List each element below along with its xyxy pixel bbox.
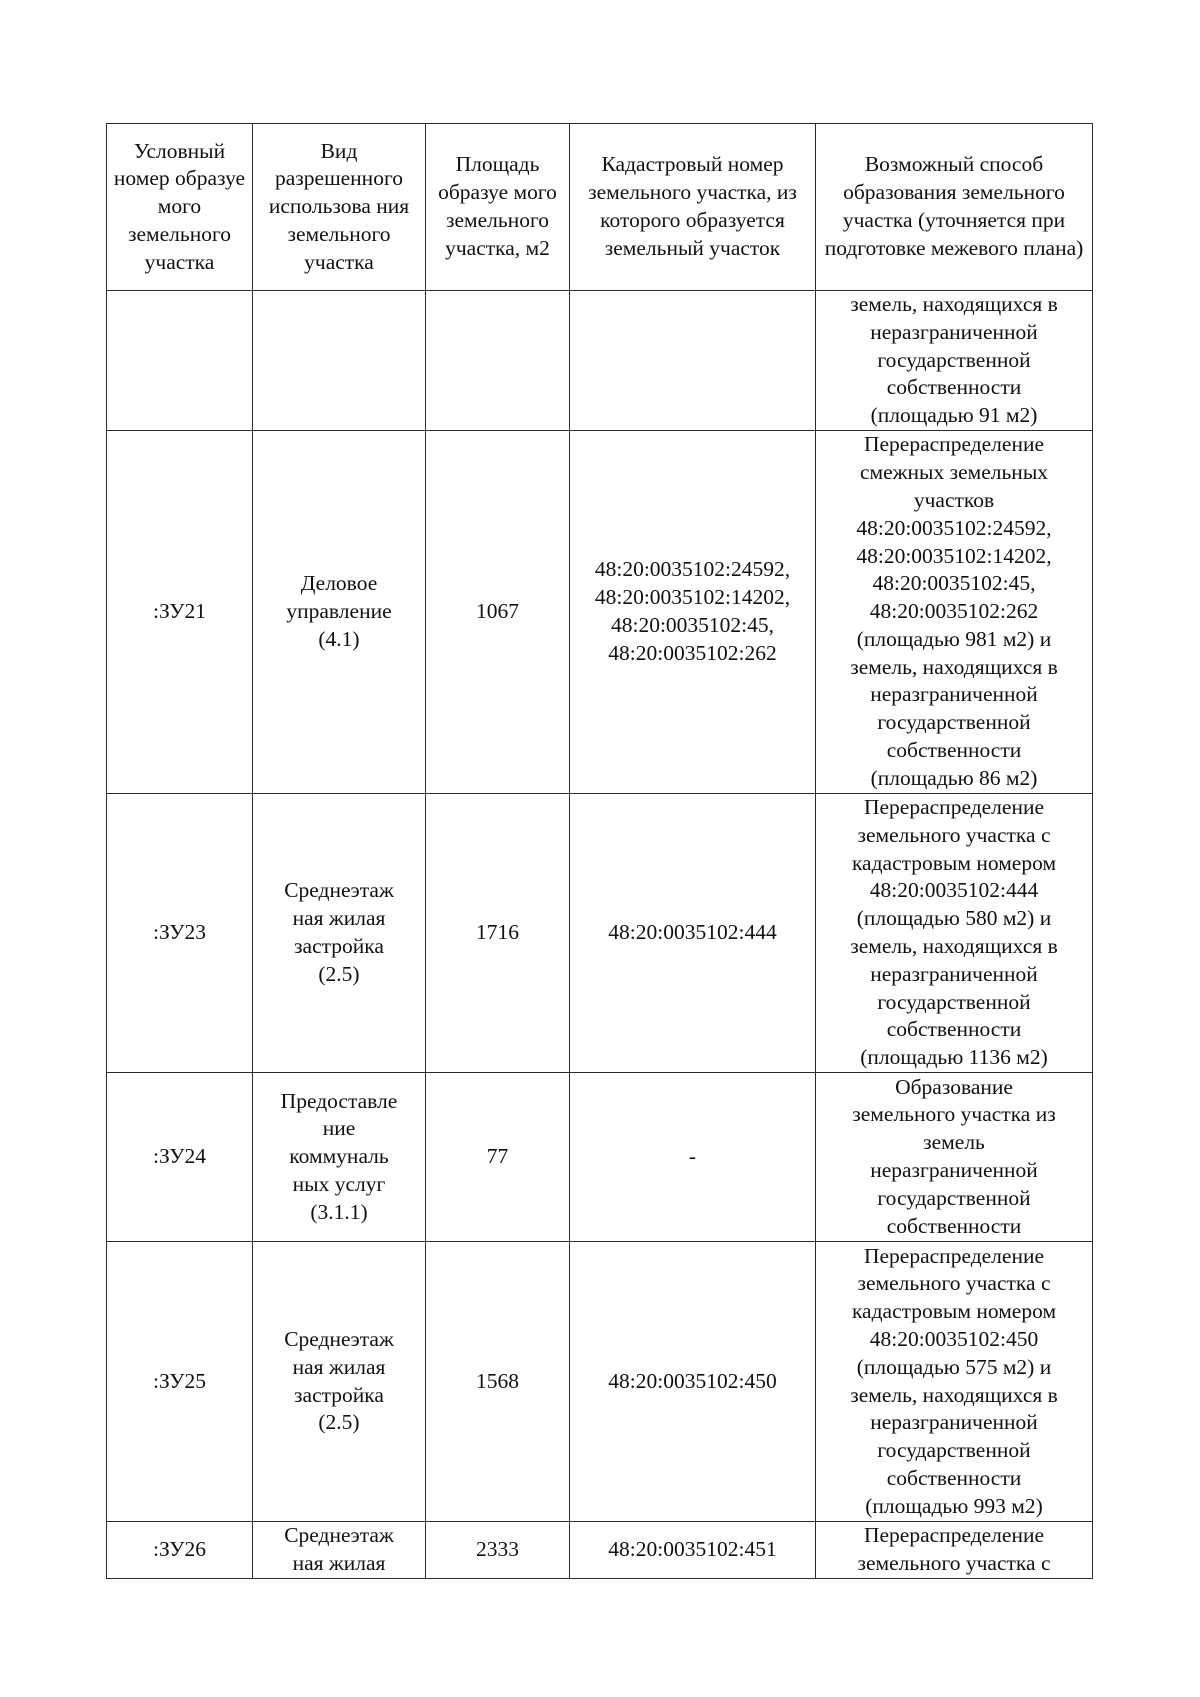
cell-source-cadastral-number: 48:20:0035102:450	[570, 1242, 816, 1522]
cell-formation-method: Образование земельного участка из земель неразграниченной государственной собственности	[816, 1073, 1093, 1242]
table-row	[107, 1242, 1093, 1522]
cell-parcel-number: :ЗУ25	[107, 1242, 253, 1522]
cell-formation-method: Перераспределение земельного участка с кадастровым номером 48:20:0035102:450 (площадью 575 м2) и земель, находящихся в неразграниченной государственной собственности (площадью 993 м2)	[816, 1242, 1093, 1522]
cell-permitted-use	[253, 291, 426, 431]
land-parcels-table	[106, 123, 1093, 1579]
cell-permitted-use: Предоставле ние коммуналь ных услуг (3.1.1)	[253, 1073, 426, 1242]
cell-formation-method: земель, находящихся в неразграниченной государственной собственности (площадью 91 м2)	[816, 291, 1093, 431]
cell-permitted-use: Деловое управление (4.1)	[253, 431, 426, 794]
header-formation-method: Возможный способ образования земельного участка (уточняется при подготовке межевого плана)	[816, 124, 1093, 291]
header-area: Площадь образуе мого земельного участка, м2	[426, 124, 570, 291]
cell-permitted-use: Среднеэтаж ная жилая застройка (2.5)	[253, 794, 426, 1073]
table-row	[107, 1073, 1093, 1242]
cell-area: 77	[426, 1073, 570, 1242]
cell-source-cadastral-number: 48:20:0035102:24592, 48:20:0035102:14202, 48:20:0035102:45, 48:20:0035102:262	[570, 431, 816, 794]
cell-area: 1067	[426, 431, 570, 794]
header-source-cadastral-number: Кадастровый номер земельного участка, из которого образуется земельный участок	[570, 124, 816, 291]
table-row	[107, 431, 1093, 794]
cell-area: 2333	[426, 1522, 570, 1579]
cell-formation-method: Перераспределение земельного участка с	[816, 1522, 1093, 1579]
cell-formation-method: Перераспределение земельного участка с кадастровым номером 48:20:0035102:444 (площадью 580 м2) и земель, находящихся в неразграниченной государственной собственности (площадью 1136 м2)	[816, 794, 1093, 1073]
cell-source-cadastral-number: -	[570, 1073, 816, 1242]
table-row	[107, 291, 1093, 431]
table-row	[107, 1522, 1093, 1579]
cell-permitted-use: Среднеэтаж ная жилая застройка (2.5)	[253, 1242, 426, 1522]
cell-parcel-number	[107, 291, 253, 431]
cell-parcel-number: :ЗУ23	[107, 794, 253, 1073]
cell-area: 1716	[426, 794, 570, 1073]
cell-area	[426, 291, 570, 431]
cell-parcel-number: :ЗУ21	[107, 431, 253, 794]
document-page	[106, 123, 1092, 1579]
cell-source-cadastral-number: 48:20:0035102:444	[570, 794, 816, 1073]
cell-source-cadastral-number	[570, 291, 816, 431]
header-permitted-use: Вид разрешенного использова ния земельного участка	[253, 124, 426, 291]
cell-formation-method: Перераспределение смежных земельных участков 48:20:0035102:24592, 48:20:0035102:14202, 48:20:0035102:45, 48:20:0035102:262 (площадью 981 м2) и земель, находящихся в неразграниченной государственной собственности (площадью 86 м2)	[816, 431, 1093, 794]
cell-parcel-number: :ЗУ24	[107, 1073, 253, 1242]
header-parcel-number: Условный номер образуе мого земельного участка	[107, 124, 253, 291]
table-row	[107, 794, 1093, 1073]
cell-parcel-number: :ЗУ26	[107, 1522, 253, 1579]
table-header-row	[107, 124, 1093, 291]
cell-area: 1568	[426, 1242, 570, 1522]
cell-permitted-use: Среднеэтаж ная жилая	[253, 1522, 426, 1579]
cell-source-cadastral-number: 48:20:0035102:451	[570, 1522, 816, 1579]
